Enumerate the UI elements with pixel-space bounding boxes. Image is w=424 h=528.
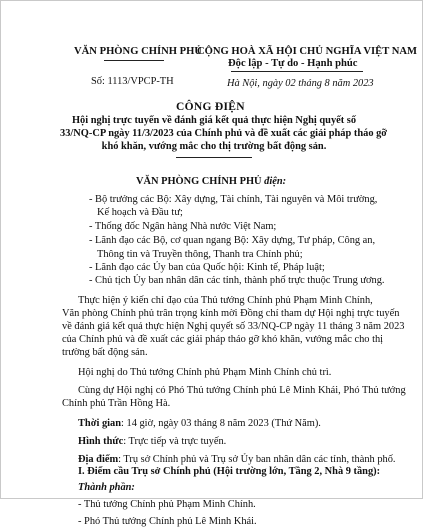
office-name: VĂN PHÒNG CHÍNH PHỦ bbox=[74, 46, 203, 57]
participant-line: - Phó Thủ tướng Chính phủ Lê Minh Khái. bbox=[78, 516, 257, 527]
body-attendees-line: Chính phủ Trần Hồng Hà. bbox=[62, 398, 171, 409]
office-underline bbox=[104, 60, 164, 61]
recipient-line: - Bộ trưởng các Bộ: Xây dựng, Tài chính, Tài nguyên và Môi trường, bbox=[89, 194, 378, 205]
body-paragraph-line: trường bất động sản. bbox=[62, 347, 148, 358]
recipient-line: Kế hoạch và Đầu tư; bbox=[97, 207, 183, 218]
subject-underline bbox=[176, 157, 252, 158]
time-label: Thời gian bbox=[78, 418, 122, 429]
recipient-line: - Lãnh đạo các Ủy ban của Quốc hội: Kinh tế, Pháp luật; bbox=[89, 262, 325, 273]
body-chair-line: Hội nghị do Thủ tướng Chính phủ Phạm Minh Chính chủ trì. bbox=[78, 367, 332, 378]
meeting-time bbox=[78, 417, 321, 430]
body-attendees-line: Cùng dự Hội nghị có Phó Thủ tướng Chính phủ Lê Minh Khái, Phó Thủ tướng bbox=[78, 385, 406, 396]
location-label: Địa điểm bbox=[78, 454, 119, 465]
place-date: Hà Nội, ngày 02 tháng 8 năm 2023 bbox=[227, 78, 374, 89]
recipient-line: Thông tin và Truyền thông, Thanh tra Chính phủ; bbox=[97, 249, 303, 260]
recipient-line: - Thống đốc Ngân hàng Nhà nước Việt Nam; bbox=[89, 221, 277, 232]
form-value: : Trực tiếp và trực tuyến. bbox=[123, 436, 227, 447]
time-value: : 14 giờ, ngày 03 tháng 8 năm 2023 (Thứ Năm). bbox=[121, 418, 321, 429]
subject-line-2: 33/NQ-CP ngày 11/3/2023 của Chính phủ và đề xuất các giải pháp tháo gỡ bbox=[60, 128, 388, 139]
body-paragraph-line: Thực hiện ý kiến chỉ đạo của Thủ tướng Chính phủ Phạm Minh Chính, bbox=[78, 295, 373, 306]
body-paragraph-line: của Chính phủ và đề xuất các giải pháp tháo gỡ khó khăn, vướng mắc cho thị bbox=[62, 334, 384, 345]
recipients-heading-suffix: điện: bbox=[264, 176, 287, 187]
participant-line: - Thủ tướng Chính phủ Phạm Minh Chính. bbox=[78, 499, 256, 510]
location-value: : Trụ sở Chính phủ và Trụ sở Ủy ban nhân dân các tỉnh, thành phố. bbox=[118, 454, 396, 465]
subject-line-3: khó khăn, vướng mắc cho thị trường bất động sản. bbox=[101, 141, 327, 152]
recipients-heading-office: VĂN PHÒNG CHÍNH PHỦ bbox=[136, 176, 262, 187]
recipient-line: - Lãnh đạo các Bộ, cơ quan ngang Bộ: Xây dựng, Tư pháp, Công an, bbox=[89, 235, 376, 246]
section-heading: I. Điểm cầu Trụ sở Chính phủ (Hội trường lớn, Tầng 2, Nhà 9 tầng): bbox=[78, 466, 381, 477]
recipient-line: - Chủ tịch Ủy ban nhân dân các tỉnh, thành phố trực thuộc Trung ương. bbox=[89, 275, 385, 286]
motto-underline bbox=[231, 71, 363, 72]
doc-type: CÔNG ĐIỆN bbox=[176, 101, 245, 113]
motto: Độc lập - Tự do - Hạnh phúc bbox=[228, 58, 358, 69]
body-paragraph-line: Văn phòng Chính phủ trân trọng kính mời Đồng chí tham dự Hội nghị trực tuyến bbox=[62, 308, 400, 319]
participants-label: Thành phần: bbox=[78, 482, 135, 493]
recipients-heading bbox=[136, 175, 286, 188]
subject-line-1: Hội nghị trực tuyến về đánh giá kết quả thực hiện Nghị quyết số bbox=[71, 115, 357, 126]
doc-number: Số: 1113/VPCP-TH bbox=[91, 76, 174, 87]
form-label: Hình thức bbox=[78, 436, 124, 447]
country-name: CỘNG HOÀ XÃ HỘI CHỦ NGHĨA VIỆT NAM bbox=[197, 46, 418, 57]
body-paragraph-line: về đánh giá kết quả thực hiện Nghị quyết số 33/NQ-CP ngày 11 tháng 3 năm 2023 bbox=[62, 321, 405, 332]
meeting-form bbox=[78, 435, 226, 448]
